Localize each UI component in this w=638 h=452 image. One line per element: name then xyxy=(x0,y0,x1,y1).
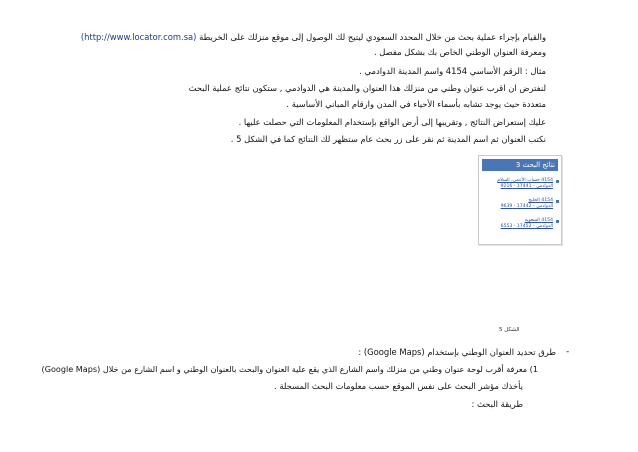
result-marker-icon xyxy=(556,200,559,203)
paragraph-line-4: لنفترض ان اقرب عنوان وطني من منزلك هذا العنوان والمدينة هي الدوادمي , ستكون نتائج عملية البحث xyxy=(188,83,546,93)
paragraph-line-5: متعددة حيث يوجد تشابه بأسماء الأحياء في المدن وارقام المباني الأساسية . xyxy=(286,99,546,109)
result-entry-1-title[interactable]: 4154 حساب الأعمى، السلام xyxy=(497,178,553,183)
paragraph-line-1-text: والقيام بإجراء عملية بحث من خلال المحدد السعودي ليتيح لك الوصول إلى موقع منزلك على الخريطة xyxy=(199,32,546,42)
result-entry-2-title[interactable]: 4154 الخليج xyxy=(528,198,553,203)
section-item-1: 1) معرفة أقرب لوحة عنوان وطني من منزلك واسم الشارع الذي يقع علية العنوان والبحث بالعنوان الوطني و اسم الشارع من خلال (Google Maps) xyxy=(41,364,538,374)
paragraph-line-3: مثال : الرقم الأساسي 4154 واسم المدينة الدوادمي . xyxy=(359,66,546,76)
result-entry-3-detail[interactable]: الدوادمي - 17452 - 6553 xyxy=(500,224,553,229)
search-method-label: طريقة البحث : xyxy=(471,399,523,409)
result-marker-icon xyxy=(556,220,559,223)
result-entry-1-detail[interactable]: الدوادمي - 17441 - 9216 xyxy=(500,184,553,189)
result-marker-icon xyxy=(556,180,559,183)
section-item-1-continued: يأخذك مؤشر البحث على نفس الموقع حسب معلومات البحث المسجلة . xyxy=(274,381,523,391)
paragraph-line-6: عليك إستعراض النتائج , وتقريبها إلى أرض الواقع بإستخدام المعلومات التي حصلت عليها . xyxy=(238,117,546,127)
search-results-figure xyxy=(478,155,562,245)
locator-link[interactable]: (http://www.locator.com.sa) xyxy=(80,32,197,42)
section-bullet: - xyxy=(566,347,570,357)
paragraph-line-2: ومعرفة العنوان الوطني الخاص بك بشكل مفصل . xyxy=(373,47,546,57)
paragraph-line-1 xyxy=(81,32,546,43)
result-entry-2[interactable] xyxy=(501,198,553,210)
result-entry-3[interactable] xyxy=(501,218,553,230)
section-heading: طرق تحديد العنوان الوطني بإستخدام (Google Maps) : xyxy=(358,347,556,357)
figure-header: نتائج البحث 3 xyxy=(482,159,558,171)
figure-caption: الشكل 5 xyxy=(499,327,520,333)
paragraph-line-7: نكتب العنوان ثم اسم المدينة ثم نقر على زر بحث عام ستظهر لك النتائج كما في الشكل 5 . xyxy=(230,134,546,144)
result-entry-1[interactable] xyxy=(497,178,553,190)
result-entry-2-detail[interactable]: الدوادمي - 17442 - 9639 xyxy=(500,204,553,209)
result-entry-3-title[interactable]: 4154 السعوية xyxy=(524,218,553,223)
